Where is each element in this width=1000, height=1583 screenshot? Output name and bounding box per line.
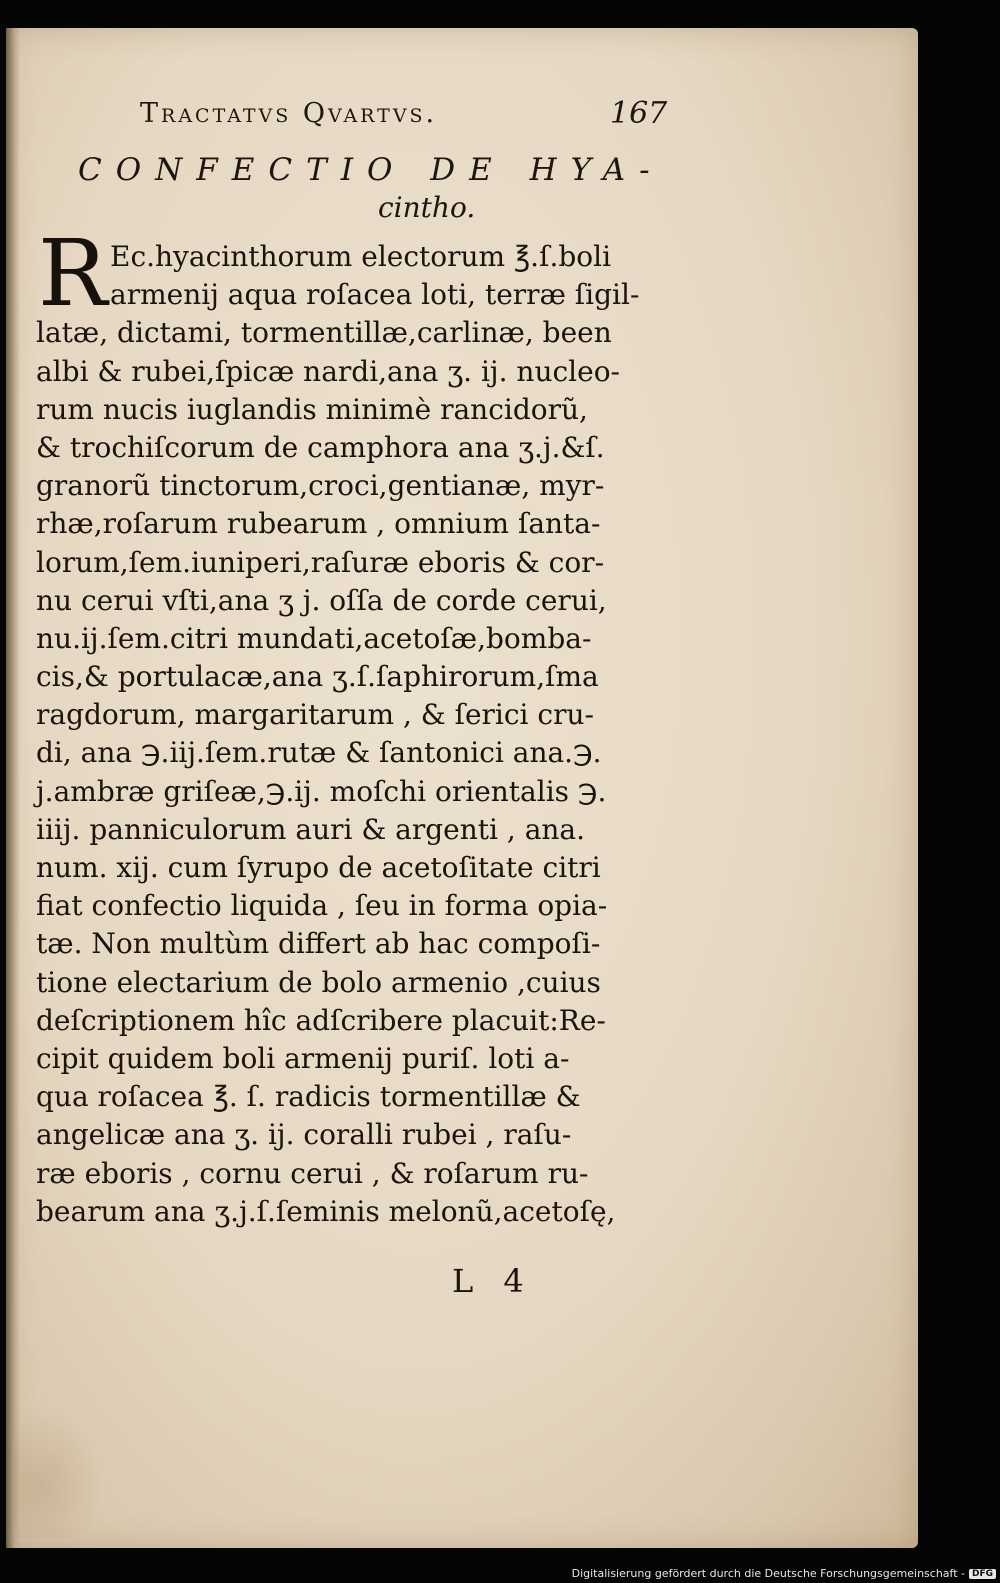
text-line: armenij aqua roſacea loti, terræ ſigil-	[110, 278, 640, 312]
body-text	[18, 238, 658, 1231]
running-head-title: Tractatvs Qvartvs.	[140, 98, 438, 129]
text-line: cipit quidem boli armenij puriſ. loti a-	[36, 1041, 570, 1075]
text-line: nu cerui vſti,ana ʒ j. oſſa de corde cerui,	[36, 583, 607, 617]
paper-stain	[14, 1408, 104, 1538]
text-line: qua roſacea ℥. ſ. radicis tormentillæ &	[36, 1080, 581, 1114]
text-line: fiat confectio liquida , ſeu in forma opia-	[36, 889, 608, 923]
text-line: cis,& portulacæ,ana ʒ.ſ.ſaphirorum,ſma	[36, 660, 599, 694]
text-line: Ec.hyacinthorum electorum ℥.ſ.boli	[110, 240, 612, 273]
text-line: angelicæ ana ʒ. ij. coralli rubei , raſu-	[36, 1118, 572, 1152]
running-head	[140, 96, 668, 136]
text-line: lorum,ſem.iuniperi,raſuræ eboris & cor-	[36, 545, 605, 579]
text-line: iiij. panniculorum auri & argenti , ana.	[36, 812, 586, 846]
text-line: tæ. Non multùm differt ab hac compoſi-	[36, 927, 601, 961]
text-line: ræ eboris , cornu cerui , & roſarum ru-	[36, 1156, 589, 1190]
section-heading	[78, 150, 664, 226]
dfg-logo: DFG	[969, 1569, 996, 1579]
text-line: nu.ij.ſem.citri mundati,acetoſæ,bomba-	[36, 621, 592, 655]
text-line: j.ambræ griſeæ,℈.ij. moſchi orientalis ℈.	[36, 774, 607, 808]
text-line: num. xij. cum ſyrupo de acetoſitate citri	[36, 851, 601, 884]
text-line: rhæ,roſarum rubearum , omnium ſanta-	[36, 507, 601, 541]
text-line: tione electarium de bolo armenio ,cuius	[36, 965, 601, 999]
text-line: albi & rubei,ſpicæ nardi,ana ʒ. ij. nucleo-	[36, 354, 621, 388]
text-line: latæ, dictami, tormentillæ,carlinæ, been	[36, 316, 612, 350]
text-line: bearum ana ʒ.j.ſ.ſeminis melonũ,acetoſę,	[36, 1194, 616, 1228]
text-line: deſcriptionem hîc adſcribere placuit:Re-	[36, 1003, 606, 1037]
text-line: rum nucis iuglandis minimè rancidorũ,	[36, 392, 588, 426]
page-number: 167	[610, 96, 668, 131]
text-line: di, ana ℈.iij.ſem.rutæ & ſantonici ana.℈.	[36, 736, 602, 770]
text-line: granorũ tinctorum,croci,gentianæ, myr-	[36, 469, 605, 503]
signature-mark: L 4	[452, 1262, 534, 1300]
text-line: ragdorum, margaritarum , & ſerici cru-	[36, 698, 594, 732]
text-line: & trochiſcorum de camphora ana ʒ.j.&ſ.	[36, 430, 605, 464]
digitization-footer	[572, 1567, 996, 1580]
drop-cap-initial: R	[38, 220, 108, 327]
heading-line-1: CONFECTIO DE HYA-	[78, 152, 664, 188]
heading-line-2: cintho.	[378, 191, 476, 224]
funding-credit: Digitalisierung gefördert durch die Deutsche Forschungsgemeinschaft -	[571, 1567, 965, 1580]
